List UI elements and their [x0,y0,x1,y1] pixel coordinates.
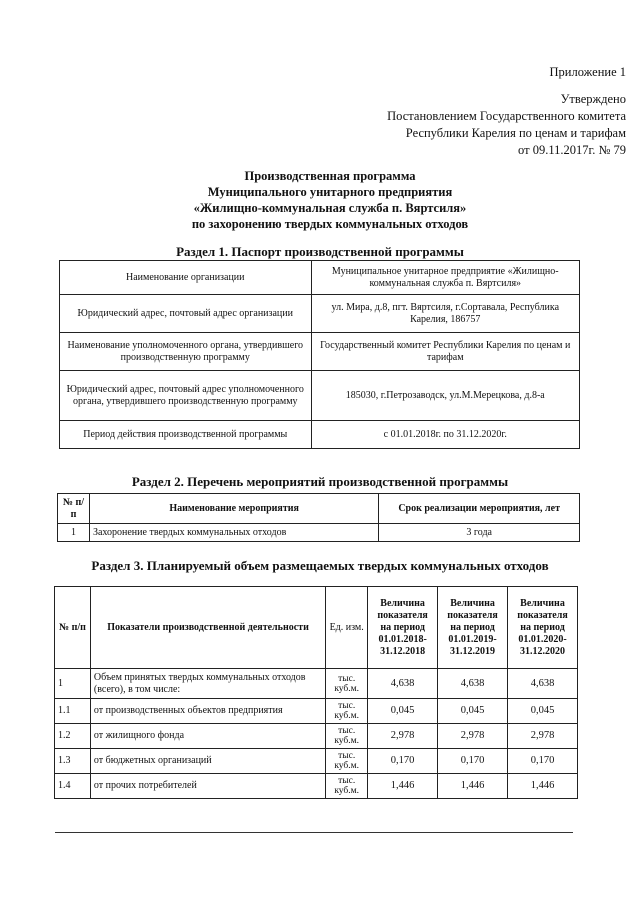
volume-2018: 0,045 [368,699,438,724]
volume-unit: тыс. куб.м. [326,749,368,774]
program-title-line-4: по захоронению твердых коммунальных отходов [191,217,469,231]
volume-2020: 4,638 [508,669,578,699]
volume-num: 1.2 [55,724,91,749]
approval-block [326,64,626,159]
approval-line-1: Утверждено [560,92,626,106]
approval-line-4: от 09.11.2017г. № 79 [518,143,626,157]
volume-num: 1.1 [55,699,91,724]
measures-header-row [58,494,580,524]
passport-value: с 01.01.2018г. по 31.12.2020г. [311,421,579,449]
volume-2020: 1,446 [508,774,578,799]
table-row [55,669,578,699]
program-title-line-1: Производственная программа [244,169,416,183]
passport-label: Период действия производственной программы [60,421,312,449]
section2-title: Раздел 2. Перечень мероприятий производственной программы [131,474,509,489]
volume-2019: 0,170 [438,749,508,774]
passport-table [59,260,580,449]
volume-2018: 0,170 [368,749,438,774]
volume-2019: 1,446 [438,774,508,799]
volume-2020: 2,978 [508,724,578,749]
passport-row [60,295,580,333]
volume-header-row [55,587,578,669]
measures-num: 1 [58,524,90,542]
approval-line-2: Постановлением Государственного комитета [387,109,626,123]
volume-unit: тыс. куб.м. [326,724,368,749]
volume-num: 1.4 [55,774,91,799]
appendix-label: Приложение 1 [549,65,626,79]
page-bottom-rule [55,832,573,833]
volume-header-indicator: Показатели производственной деятельности [90,587,325,669]
volume-2018: 2,978 [368,724,438,749]
program-title [120,168,540,232]
volume-name: от бюджетных организаций [90,749,325,774]
table-row [58,524,580,542]
table-row [55,699,578,724]
passport-value: Муниципальное унитарное предприятие «Жилищно-коммунальная служба п. Вяртсиля» [311,261,579,295]
passport-label: Юридический адрес, почтовый адрес уполномоченного органа, утвердившего производственную программу [60,371,312,421]
volume-2020: 0,045 [508,699,578,724]
measures-table [57,493,580,542]
passport-value: Государственный комитет Республики Карелия по ценам и тарифам [311,333,579,371]
measures-name: Захоронение твердых коммунальных отходов [89,524,378,542]
volume-2019: 0,045 [438,699,508,724]
volume-2019: 2,978 [438,724,508,749]
passport-label: Наименование уполномоченного органа, утвердившего производственную программу [60,333,312,371]
volume-table [54,586,578,799]
section1-title: Раздел 1. Паспорт производственной программы [176,244,464,259]
volume-header-2020: Величина показателя на период 01.01.2020-31.12.2020 [508,587,578,669]
volume-name: Объем принятых твердых коммунальных отходов (всего), в том числе: [90,669,325,699]
passport-label: Наименование организации [60,261,312,295]
volume-name: от жилищного фонда [90,724,325,749]
volume-2018: 4,638 [368,669,438,699]
volume-unit: тыс. куб.м. [326,774,368,799]
volume-2019: 4,638 [438,669,508,699]
measures-header-name: Наименование мероприятия [89,494,378,524]
table-row [55,749,578,774]
passport-row [60,421,580,449]
volume-2018: 1,446 [368,774,438,799]
passport-row [60,261,580,295]
passport-row [60,333,580,371]
volume-unit: тыс. куб.м. [326,669,368,699]
measures-term: 3 года [379,524,580,542]
program-title-line-2: Муниципального унитарного предприятия [207,185,453,199]
volume-header-2019: Величина показателя на период 01.01.2019-31.12.2019 [438,587,508,669]
volume-2020: 0,170 [508,749,578,774]
volume-header-unit: Ед. изм. [326,587,368,669]
passport-value: ул. Мира, д.8, пгт. Вяртсиля, г.Сортавала, Республика Карелия, 186757 [311,295,579,333]
volume-header-2018: Величина показателя на период 01.01.2018-31.12.2018 [368,587,438,669]
table-row [55,724,578,749]
measures-header-term: Срок реализации мероприятия, лет [379,494,580,524]
volume-name: от прочих потребителей [90,774,325,799]
volume-name: от производственных объектов предприятия [90,699,325,724]
volume-num: 1.3 [55,749,91,774]
table-row [55,774,578,799]
passport-row [60,371,580,421]
section3-title: Раздел 3. Планируемый объем размещаемых твердых коммунальных отходов [91,558,549,573]
measures-header-num: № п/п [58,494,90,524]
passport-label: Юридический адрес, почтовый адрес организации [60,295,312,333]
passport-value: 185030, г.Петрозаводск, ул.М.Мерецкова, д.8-а [311,371,579,421]
program-title-line-3: «Жилищно-коммунальная служба п. Вяртсиля» [193,201,467,215]
approval-line-3: Республики Карелия по ценам и тарифам [405,126,626,140]
volume-unit: тыс. куб.м. [326,699,368,724]
volume-num: 1 [55,669,91,699]
volume-header-num: № п/п [55,587,91,669]
